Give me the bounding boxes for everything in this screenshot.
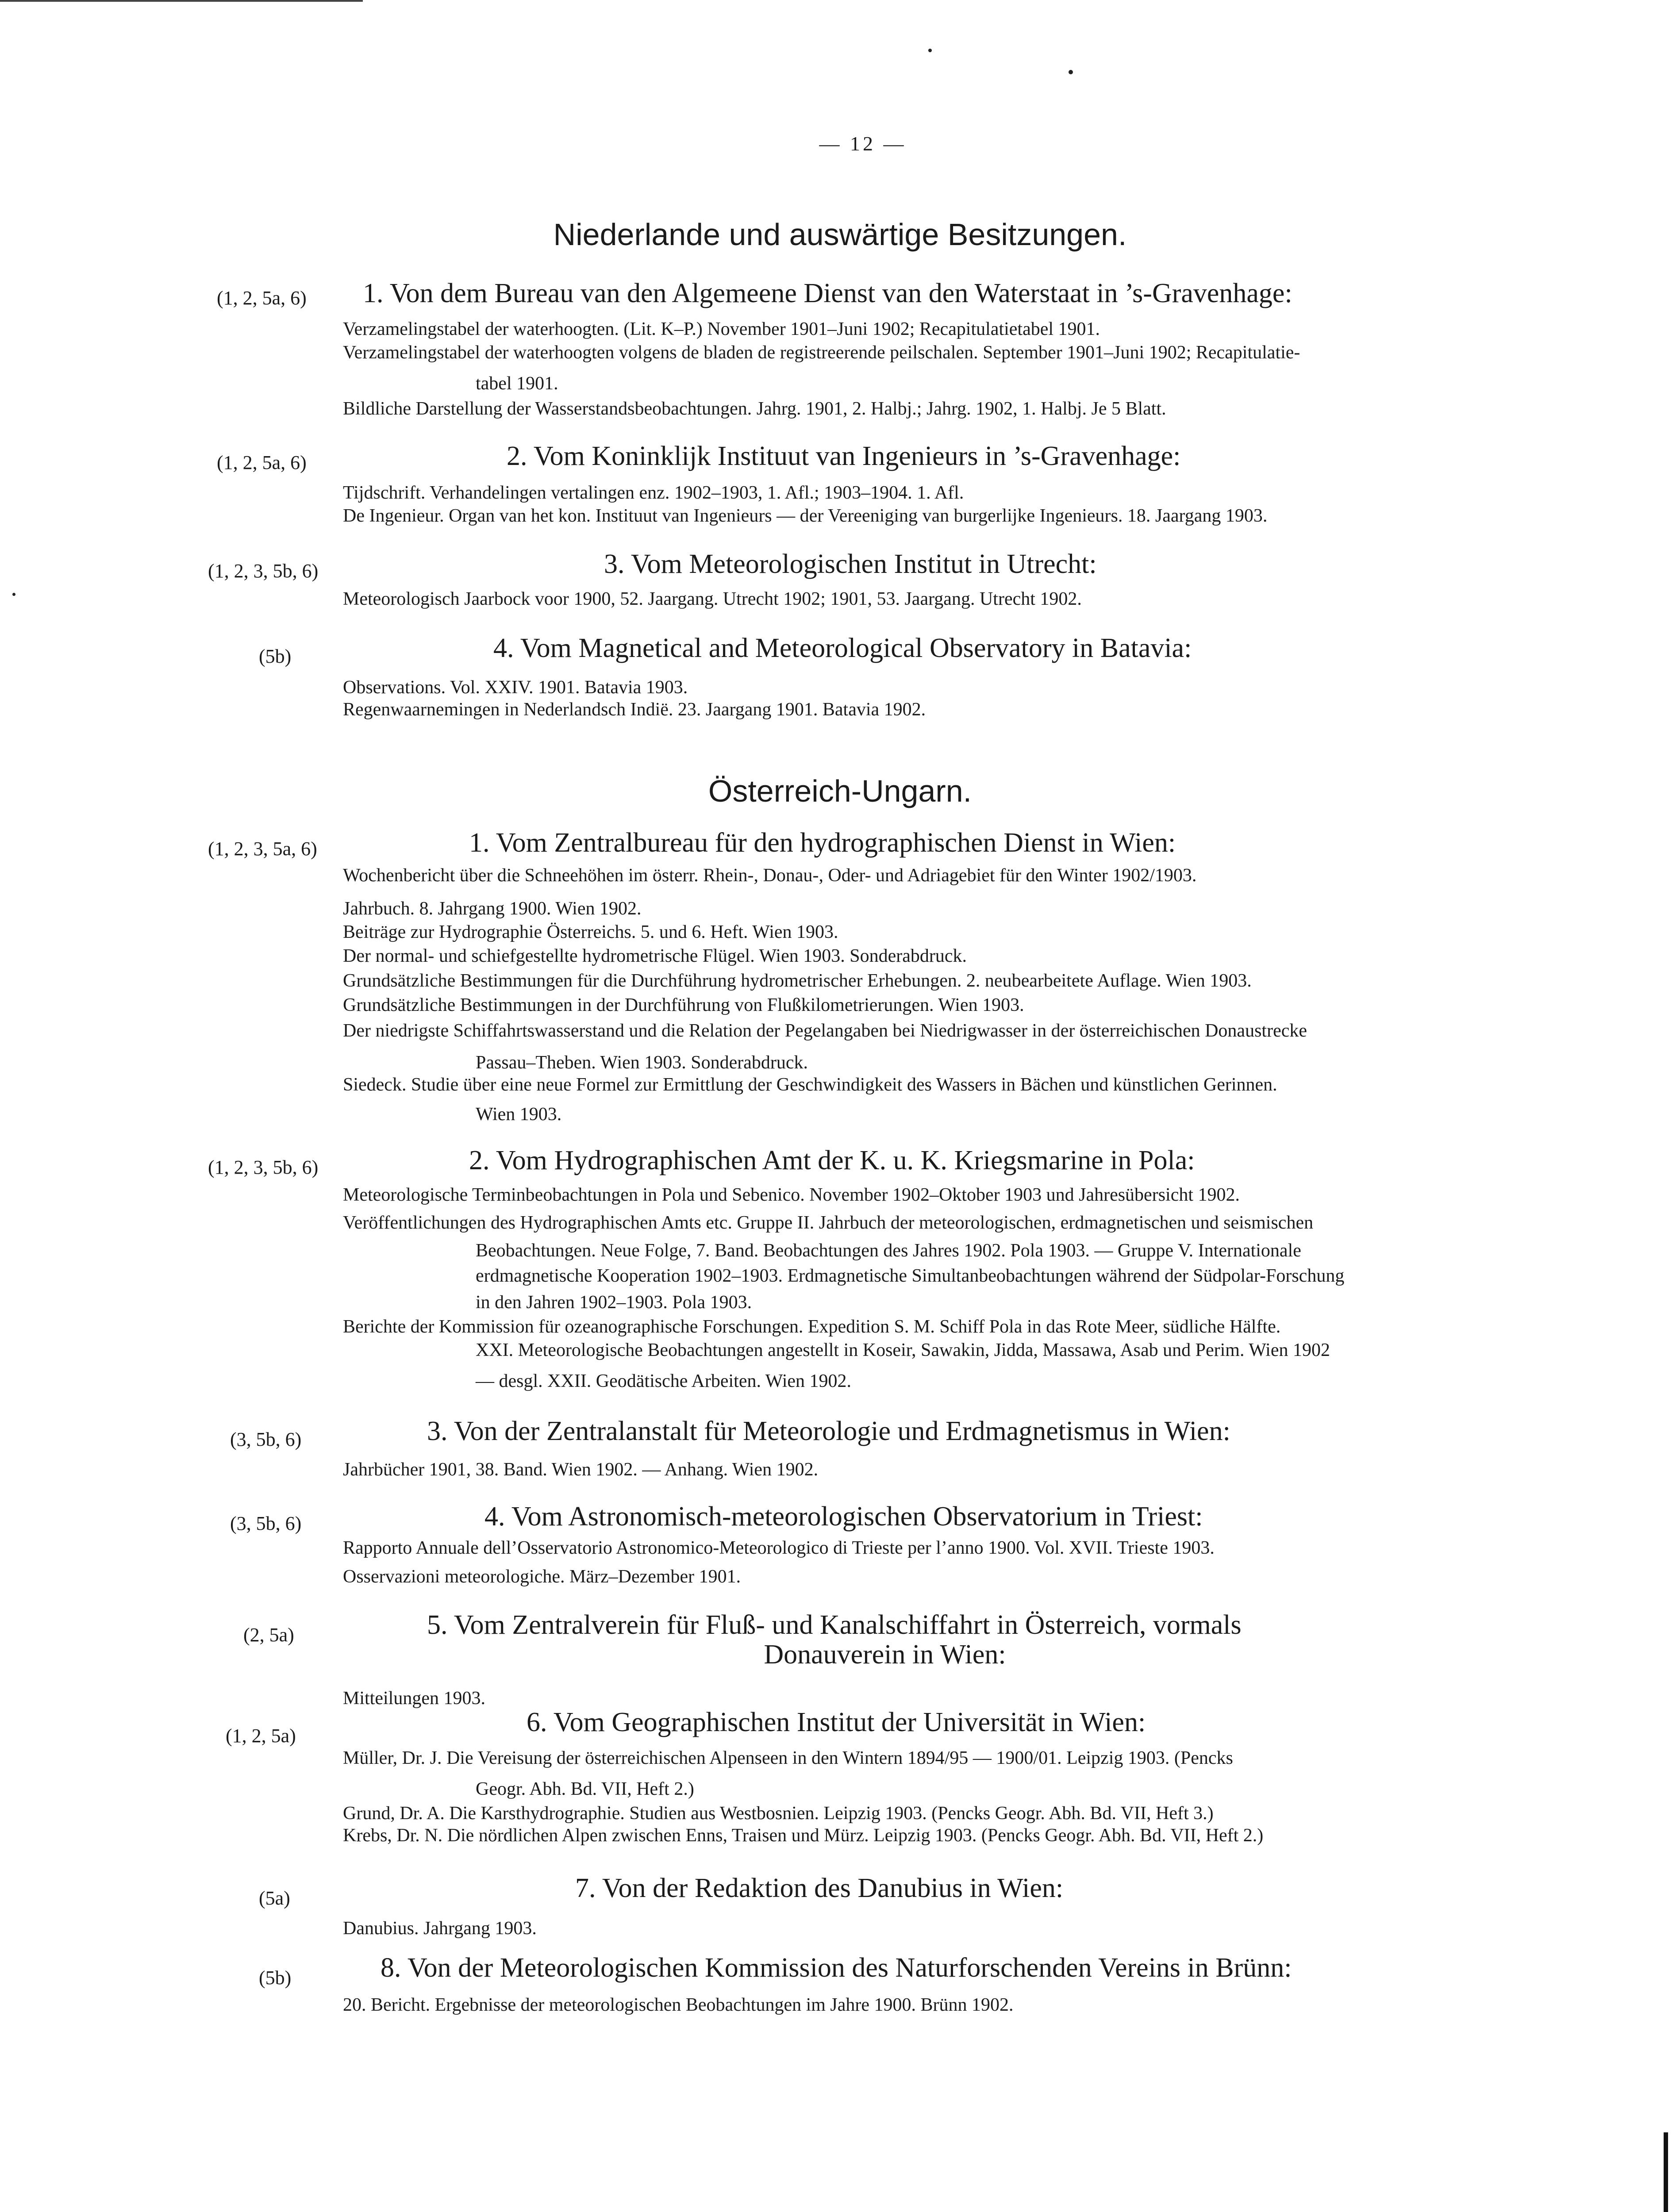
entry-codes: (1, 2, 3, 5b, 6) bbox=[208, 1156, 319, 1178]
entry-line: erdmagnetische Kooperation 1902–1903. Erdmagnetische Simultanbeobachtungen während der Südpolar-Forschung bbox=[476, 1266, 1345, 1286]
entry-line: — desgl. XXII. Geodätische Arbeiten. Wien 1902. bbox=[476, 1371, 852, 1391]
scan-speck bbox=[12, 593, 15, 596]
entry-title: 8. Von der Meteorologischen Kommission des Naturforschenden Vereins in Brünn: bbox=[381, 1953, 1292, 1983]
section-heading: Niederlande und auswärtige Besitzungen. bbox=[553, 217, 1127, 252]
entry-title: 1. Vom Zentralbureau für den hydrographischen Dienst in Wien: bbox=[469, 828, 1176, 858]
entry-codes: (5b) bbox=[259, 1967, 292, 1989]
entry-line: Rapporto Annuale dell’Osservatorio Astronomico-Meteorologico di Trieste per l’anno 1900. Vol. XVII. Trieste 1903. bbox=[343, 1538, 1215, 1558]
entry-line: Grundsätzliche Bestimmungen in der Durchführung von Flußkilometrierungen. Wien 1903. bbox=[343, 995, 1024, 1015]
scan-speck bbox=[1069, 70, 1073, 74]
entry-title: 2. Vom Hydrographischen Amt der K. u. K. Kriegsmarine in Pola: bbox=[469, 1145, 1195, 1175]
entry-line: Müller, Dr. J. Die Vereisung der österreichischen Alpenseen in den Wintern 1894/95 — 1900/01. Leipzig 1903. (Pencks bbox=[343, 1748, 1233, 1768]
entry-title: 5. Vom Zentralverein für Fluß- und Kanalschiffahrt in Österreich, vormals bbox=[427, 1610, 1242, 1640]
entry-title: 3. Vom Meteorologischen Institut in Utrecht: bbox=[604, 549, 1097, 579]
entry-line: in den Jahren 1902–1903. Pola 1903. bbox=[476, 1292, 752, 1313]
entry-line: Jahrbücher 1901, 38. Band. Wien 1902. — Anhang. Wien 1902. bbox=[343, 1459, 819, 1480]
entry-codes: (5b) bbox=[259, 645, 292, 667]
entry-line: Meteorologische Terminbeobachtungen in Pola und Sebenico. November 1902–Oktober 1903 und Jahresübersicht 1902. bbox=[343, 1185, 1240, 1205]
entry-line: Der normal- und schiefgestellte hydrometrische Flügel. Wien 1903. Sonderabdruck. bbox=[343, 946, 967, 966]
entry-line: Geogr. Abh. Bd. VII, Heft 2.) bbox=[476, 1779, 694, 1799]
entry-title: 6. Vom Geographischen Institut der Universität in Wien: bbox=[527, 1707, 1146, 1737]
entry-title: 3. Von der Zentralanstalt für Meteorologie und Erdmagnetismus in Wien: bbox=[427, 1416, 1230, 1446]
entry-line: Wien 1903. bbox=[476, 1104, 562, 1125]
entry-codes: (1, 2, 3, 5a, 6) bbox=[208, 838, 317, 860]
entry-line: Jahrbuch. 8. Jahrgang 1900. Wien 1902. bbox=[343, 899, 642, 919]
entry-line: Wochenbericht über die Schneehöhen im österr. Rhein-, Donau-, Oder- und Adriagebiet für den Winter 1902/1903. bbox=[343, 865, 1197, 886]
entry-codes: (3, 5b, 6) bbox=[230, 1513, 302, 1534]
entry-line: Krebs, Dr. N. Die nördlichen Alpen zwischen Enns, Traisen und Mürz. Leipzig 1903. (Pencks Geogr. Abh. Bd. VII, Heft 2.) bbox=[343, 1825, 1264, 1846]
section-heading: Österreich-Ungarn. bbox=[708, 774, 972, 808]
entry-codes: (1, 2, 5a, 6) bbox=[217, 287, 307, 309]
entry-codes: (5a) bbox=[259, 1887, 290, 1909]
entry-title: 2. Vom Koninklijk Instituut van Ingenieurs in ’s-Gravenhage: bbox=[507, 441, 1181, 471]
entry-line: Passau–Theben. Wien 1903. Sonderabdruck. bbox=[476, 1052, 808, 1073]
entry-line: Danubius. Jahrgang 1903. bbox=[343, 1918, 537, 1939]
entry-line: Regenwaarnemingen in Nederlandsch Indië. 23. Jaargang 1901. Batavia 1902. bbox=[343, 699, 926, 720]
entry-codes: (2, 5a) bbox=[243, 1624, 294, 1646]
scan-edge-line bbox=[0, 0, 363, 2]
entry-title: 4. Vom Magnetical and Meteorological Observatory in Batavia: bbox=[493, 633, 1192, 663]
entry-line: Berichte der Kommission für ozeanographische Forschungen. Expedition S. M. Schiff Pola in das Rote Meer, südliche Hälfte. bbox=[343, 1317, 1281, 1337]
entry-line: Verzamelingstabel der waterhoogten volgens de bladen de registreerende peilschalen. September 1901–Juni 1902; Recapitulatie- bbox=[343, 342, 1300, 363]
entry-line: Tijdschrift. Verhandelingen vertalingen enz. 1902–1903, 1. Afl.; 1903–1904. 1. Afl. bbox=[343, 483, 964, 503]
scan-speck bbox=[928, 49, 932, 52]
page-number: — 12 — bbox=[819, 132, 907, 155]
entry-title: 1. Von dem Bureau van den Algemeene Dienst van den Waterstaat in ’s-Gravenhage: bbox=[363, 278, 1292, 308]
entry-codes: (1, 2, 5a) bbox=[226, 1725, 296, 1747]
entry-codes: (1, 2, 5a, 6) bbox=[217, 452, 307, 473]
entry-codes: (3, 5b, 6) bbox=[230, 1429, 302, 1450]
entry-line: Grund, Dr. A. Die Karsthydrographie. Studien aus Westbosnien. Leipzig 1903. (Pencks Geogr. Abh. Bd. VII, Heft 3.) bbox=[343, 1803, 1214, 1824]
entry-line: Beiträge zur Hydrographie Österreichs. 5. und 6. Heft. Wien 1903. bbox=[343, 922, 838, 942]
entry-line: De Ingenieur. Organ van het kon. Instituut van Ingenieurs — der Vereeniging van burgerlijke Ingenieurs. 18. Jaargang 1903. bbox=[343, 506, 1268, 526]
entry-line: Siedeck. Studie über eine neue Formel zur Ermittlung der Geschwindigkeit des Wassers in Bächen und künstlichen Gerinnen. bbox=[343, 1075, 1277, 1095]
entry-line: tabel 1901. bbox=[476, 373, 558, 394]
scan-edge-mark bbox=[1664, 2132, 1668, 2212]
entry-line: Observations. Vol. XXIV. 1901. Batavia 1903. bbox=[343, 677, 688, 698]
entry-line: Veröffentlichungen des Hydrographischen Amts etc. Gruppe II. Jahrbuch der meteorologischen, erdmagnetischen und seismischen bbox=[343, 1213, 1314, 1233]
entry-line: Beobachtungen. Neue Folge, 7. Band. Beobachtungen des Jahres 1902. Pola 1903. — Gruppe V. Internationale bbox=[476, 1240, 1301, 1261]
entry-title-continued: Donauverein in Wien: bbox=[764, 1640, 1006, 1670]
entry-title: 7. Von der Redaktion des Danubius in Wien: bbox=[575, 1873, 1064, 1903]
entry-line: Grundsätzliche Bestimmungen für die Durchführung hydrometrischer Erhebungen. 2. neubearbeitete Auflage. Wien 1903. bbox=[343, 971, 1252, 991]
entry-line: Der niedrigste Schiffahrtswasserstand und die Relation der Pegelangaben bei Niedrigwasser in der österreichischen Donaustrecke bbox=[343, 1021, 1307, 1041]
entry-line: Mitteilungen 1903. bbox=[343, 1688, 485, 1709]
entry-line: Bildliche Darstellung der Wasserstandsbeobachtungen. Jahrg. 1901, 2. Halbj.; Jahrg. 1902, 1. Halbj. Je 5 Blatt. bbox=[343, 399, 1166, 419]
entry-line: Meteorologisch Jaarbock voor 1900, 52. Jaargang. Utrecht 1902; 1901, 53. Jaargang. Utrecht 1902. bbox=[343, 589, 1082, 609]
entry-line: Osservazioni meteorologiche. März–Dezember 1901. bbox=[343, 1567, 741, 1587]
entry-line: 20. Bericht. Ergebnisse der meteorologischen Beobachtungen im Jahre 1900. Brünn 1902. bbox=[343, 1995, 1014, 2015]
entry-line: Verzamelingstabel der waterhoogten. (Lit. K–P.) November 1901–Juni 1902; Recapitulatietabel 1901. bbox=[343, 319, 1100, 339]
entry-codes: (1, 2, 3, 5b, 6) bbox=[208, 560, 319, 582]
entry-title: 4. Vom Astronomisch-meteorologischen Observatorium in Triest: bbox=[484, 1502, 1203, 1532]
entry-line: XXI. Meteorologische Beobachtungen angestellt in Koseir, Sawakin, Jidda, Massawa, Asab und Perim. Wien 1902 bbox=[476, 1340, 1330, 1360]
